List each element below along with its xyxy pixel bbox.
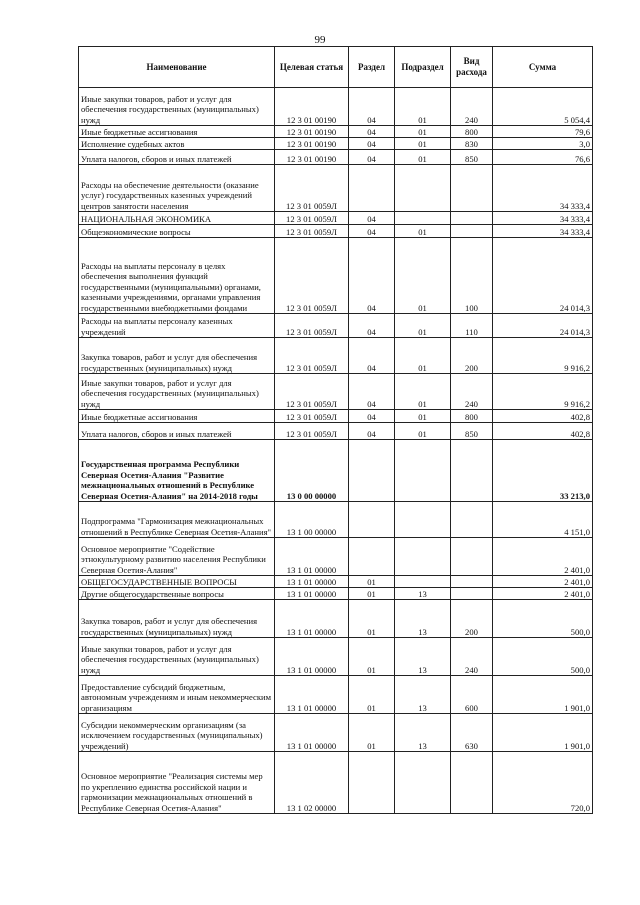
row-name: Расходы на обеспечение деятельности (оказание услуг) государственных казенных учреждений центров занятости населения — [79, 165, 275, 212]
row-kind: 850 — [451, 423, 493, 440]
row-subsection: 01 — [395, 88, 451, 126]
row-section — [349, 165, 395, 212]
row-section: 04 — [349, 126, 395, 138]
row-article: 13 1 01 00000 — [275, 538, 349, 576]
row-sum: 9 916,2 — [493, 338, 593, 374]
row-sum: 2 401,0 — [493, 576, 593, 588]
table-row — [79, 714, 593, 752]
row-kind — [451, 502, 493, 538]
table-row — [79, 676, 593, 714]
row-sum: 2 401,0 — [493, 588, 593, 600]
row-article: 12 3 01 0059Л — [275, 410, 349, 423]
row-section: 04 — [349, 225, 395, 238]
row-subsection: 01 — [395, 150, 451, 165]
row-article: 13 1 01 00000 — [275, 714, 349, 752]
row-section: 04 — [349, 314, 395, 338]
header-kind: Вид расхода — [451, 47, 493, 88]
row-article: 12 3 01 00190 — [275, 126, 349, 138]
row-sum: 1 901,0 — [493, 676, 593, 714]
row-kind: 240 — [451, 638, 493, 676]
row-subsection: 13 — [395, 588, 451, 600]
header-subsection: Подраздел — [395, 47, 451, 88]
row-article: 13 1 01 00000 — [275, 588, 349, 600]
row-subsection: 01 — [395, 238, 451, 314]
row-sum: 33 213,0 — [493, 440, 593, 502]
table-row — [79, 212, 593, 225]
row-subsection: 13 — [395, 638, 451, 676]
row-article: 12 3 01 0059Л — [275, 238, 349, 314]
table-row — [79, 150, 593, 165]
row-name: ОБЩЕГОСУДАРСТВЕННЫЕ ВОПРОСЫ — [79, 576, 275, 588]
row-kind: 630 — [451, 714, 493, 752]
row-name: Иные бюджетные ассигнования — [79, 126, 275, 138]
row-subsection: 13 — [395, 600, 451, 638]
table-row — [79, 600, 593, 638]
row-subsection: 13 — [395, 676, 451, 714]
table-row — [79, 538, 593, 576]
row-subsection: 01 — [395, 314, 451, 338]
row-name: Иные бюджетные ассигнования — [79, 410, 275, 423]
row-name: Иные закупки товаров, работ и услуг для обеспечения государственных (муниципальных) нужд — [79, 374, 275, 410]
table-header-row — [79, 47, 593, 88]
row-article: 12 3 01 0059Л — [275, 165, 349, 212]
header-article: Целевая статья — [275, 47, 349, 88]
row-subsection: 01 — [395, 410, 451, 423]
row-subsection — [395, 752, 451, 814]
row-article: 13 1 00 00000 — [275, 502, 349, 538]
table-row — [79, 374, 593, 410]
row-kind: 200 — [451, 600, 493, 638]
row-sum: 3,0 — [493, 138, 593, 150]
row-name: Закупка товаров, работ и услуг для обеспечения государственных (муниципальных) нужд — [79, 338, 275, 374]
row-name: Закупка товаров, работ и услуг для обеспечения государственных (муниципальных) нужд — [79, 600, 275, 638]
row-article: 12 3 01 0059Л — [275, 423, 349, 440]
row-section: 01 — [349, 576, 395, 588]
row-sum: 79,6 — [493, 126, 593, 138]
row-sum: 500,0 — [493, 638, 593, 676]
row-subsection: 01 — [395, 338, 451, 374]
row-section — [349, 752, 395, 814]
row-name: Исполнение судебных актов — [79, 138, 275, 150]
row-section: 01 — [349, 638, 395, 676]
row-section — [349, 538, 395, 576]
row-kind: 600 — [451, 676, 493, 714]
row-section: 01 — [349, 714, 395, 752]
row-kind — [451, 440, 493, 502]
row-kind — [451, 576, 493, 588]
row-sum: 34 333,4 — [493, 225, 593, 238]
row-article: 12 3 01 0059Л — [275, 338, 349, 374]
row-name: Уплата налогов, сборов и иных платежей — [79, 150, 275, 165]
row-kind — [451, 588, 493, 600]
row-section: 04 — [349, 423, 395, 440]
row-sum: 34 333,4 — [493, 165, 593, 212]
row-subsection: 01 — [395, 423, 451, 440]
row-subsection — [395, 212, 451, 225]
row-section: 01 — [349, 600, 395, 638]
row-sum: 5 054,4 — [493, 88, 593, 126]
row-sum: 9 916,2 — [493, 374, 593, 410]
table-row — [79, 138, 593, 150]
row-section — [349, 440, 395, 502]
table-row — [79, 638, 593, 676]
row-kind: 800 — [451, 126, 493, 138]
row-sum: 34 333,4 — [493, 212, 593, 225]
row-section: 04 — [349, 338, 395, 374]
row-article: 13 1 01 00000 — [275, 676, 349, 714]
row-kind — [451, 212, 493, 225]
row-section: 01 — [349, 676, 395, 714]
row-name: Иные закупки товаров, работ и услуг для обеспечения государственных (муниципальных) нужд — [79, 88, 275, 126]
row-name: Иные закупки товаров, работ и услуг для обеспечения государственных (муниципальных) нужд — [79, 638, 275, 676]
row-kind: 800 — [451, 410, 493, 423]
row-article: 12 3 01 00190 — [275, 150, 349, 165]
row-article: 13 1 01 00000 — [275, 576, 349, 588]
row-article: 13 1 01 00000 — [275, 638, 349, 676]
table-row — [79, 423, 593, 440]
table-row — [79, 576, 593, 588]
table-row — [79, 440, 593, 502]
row-kind — [451, 538, 493, 576]
row-kind — [451, 752, 493, 814]
row-sum: 402,8 — [493, 423, 593, 440]
header-name: Наименование — [79, 47, 275, 88]
row-article: 12 3 01 0059Л — [275, 212, 349, 225]
row-name: Предоставление субсидий бюджетным, автономным учреждениям и иным некоммерческим организациям — [79, 676, 275, 714]
row-section: 04 — [349, 212, 395, 225]
row-kind: 240 — [451, 88, 493, 126]
row-kind: 100 — [451, 238, 493, 314]
budget-table — [78, 46, 593, 814]
row-kind: 240 — [451, 374, 493, 410]
row-name: Уплата налогов, сборов и иных платежей — [79, 423, 275, 440]
row-section: 04 — [349, 138, 395, 150]
row-section: 04 — [349, 410, 395, 423]
row-sum: 24 014,3 — [493, 314, 593, 338]
table-row — [79, 314, 593, 338]
row-article: 13 0 00 00000 — [275, 440, 349, 502]
row-sum: 500,0 — [493, 600, 593, 638]
row-name: Государственная программа Республики Северная Осетия-Алания "Развитие межнациональных отношений в Республике Северная Осетия-Алания" на 2014-2018 годы — [79, 440, 275, 502]
row-article: 13 1 01 00000 — [275, 600, 349, 638]
row-subsection — [395, 165, 451, 212]
row-name: НАЦИОНАЛЬНАЯ ЭКОНОМИКА — [79, 212, 275, 225]
row-subsection: 13 — [395, 714, 451, 752]
row-kind: 200 — [451, 338, 493, 374]
row-name: Другие общегосударственные вопросы — [79, 588, 275, 600]
table-row — [79, 338, 593, 374]
row-section: 04 — [349, 238, 395, 314]
row-article: 12 3 01 0059Л — [275, 225, 349, 238]
row-section: 04 — [349, 374, 395, 410]
row-sum: 24 014,3 — [493, 238, 593, 314]
row-article: 12 3 01 0059Л — [275, 374, 349, 410]
row-name: Субсидии некоммерческим организациям (за исключением государственных (муниципальных) учреждений) — [79, 714, 275, 752]
row-sum: 402,8 — [493, 410, 593, 423]
table-row — [79, 238, 593, 314]
table-row — [79, 165, 593, 212]
row-subsection: 01 — [395, 126, 451, 138]
row-article: 12 3 01 00190 — [275, 138, 349, 150]
header-sum: Сумма — [493, 47, 593, 88]
table-row — [79, 588, 593, 600]
row-section: 04 — [349, 150, 395, 165]
row-sum: 2 401,0 — [493, 538, 593, 576]
header-section: Раздел — [349, 47, 395, 88]
row-section — [349, 502, 395, 538]
table-row — [79, 410, 593, 423]
row-sum: 4 151,0 — [493, 502, 593, 538]
table-row — [79, 88, 593, 126]
row-subsection — [395, 440, 451, 502]
row-name: Основное мероприятие "Содействие этнокультурному развитию населения Республики Северная Осетия-Алания" — [79, 538, 275, 576]
page-number: 99 — [314, 34, 326, 46]
row-sum: 720,0 — [493, 752, 593, 814]
row-section: 04 — [349, 88, 395, 126]
table-row — [79, 752, 593, 814]
row-name: Подпрограмма "Гармонизация межнациональных отношений в Республике Северная Осетия-Алания" — [79, 502, 275, 538]
row-kind — [451, 225, 493, 238]
row-kind — [451, 165, 493, 212]
row-article: 12 3 01 0059Л — [275, 314, 349, 338]
row-sum: 76,6 — [493, 150, 593, 165]
row-sum: 1 901,0 — [493, 714, 593, 752]
row-name: Расходы на выплаты персоналу в целях обеспечения выполнения функций государственными (муниципальными) органами, казенными учреждениями, органами управления государственными внебюджетными фондами — [79, 238, 275, 314]
row-subsection — [395, 502, 451, 538]
row-name: Расходы на выплаты персоналу казенных учреждений — [79, 314, 275, 338]
table-row — [79, 502, 593, 538]
table-row — [79, 126, 593, 138]
row-subsection: 01 — [395, 374, 451, 410]
row-article: 13 1 02 00000 — [275, 752, 349, 814]
row-subsection: 01 — [395, 138, 451, 150]
row-kind: 850 — [451, 150, 493, 165]
row-name: Основное мероприятие "Реализация системы мер по укреплению единства российской нации и гармонизации межнациональных отношений в Республике Северная Осетия-Алания" — [79, 752, 275, 814]
row-kind: 830 — [451, 138, 493, 150]
row-subsection — [395, 538, 451, 576]
row-subsection — [395, 576, 451, 588]
row-name: Общеэкономические вопросы — [79, 225, 275, 238]
row-subsection: 01 — [395, 225, 451, 238]
row-kind: 110 — [451, 314, 493, 338]
table-row — [79, 225, 593, 238]
row-article: 12 3 01 00190 — [275, 88, 349, 126]
row-section: 01 — [349, 588, 395, 600]
